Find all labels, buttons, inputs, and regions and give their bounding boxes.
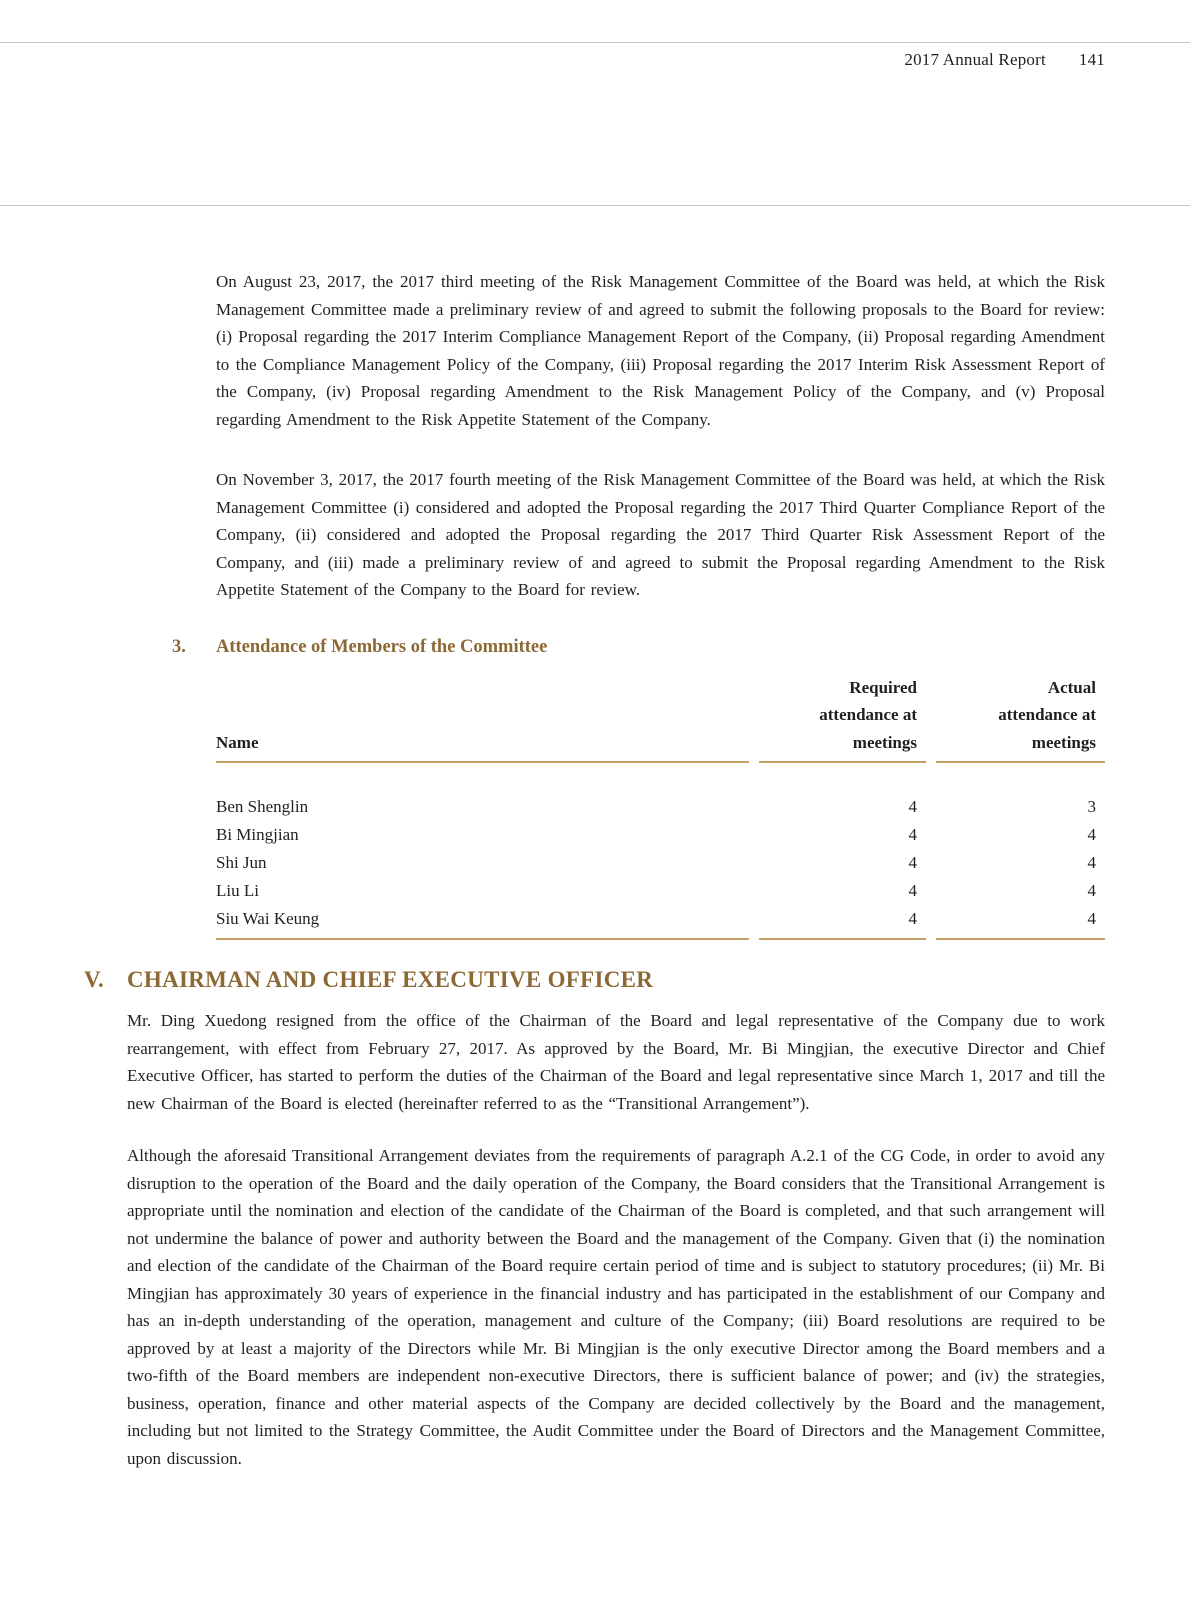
attendance-heading-label: Attendance of Members of the Committee — [216, 636, 548, 657]
header-divider-line — [0, 42, 1190, 43]
risk-committee-block — [172, 268, 1105, 940]
paragraph-cg-code-deviation: Although the aforesaid Transitional Arrangement deviates from the requirements of paragraph A.2.1 of the CG Code, in order to avoid any disruption to the operation of the Board and the daily operation of the Company, the Board considers that the Transitional Arrangement is appropriate until the nomination and election of the candidate of the Chairman of the Board is completed, and that such arrangement will not undermine the balance of power and authority between the Board and the management of the Company. Given that (i) the nomination and election of the candidate of the Chairman of the Board require certain period of time and is subject to statutory procedures; (ii) Mr. Bi Mingjian has approximately 30 years of experience in the financial industry and has participated in the establishment of our Company and has an in-depth understanding of the operation, management and culture of the Company; (iii) Board resolutions are required to be approved by at least a majority of the Directors while Mr. Bi Mingjian is the only executive Director among the Board members and a two-fifth of the Board members are independent non-executive Directors, there is sufficient balance of power; and (iv) the strategies, business, operation, finance and other material aspects of the Company are decided collectively by the Board and the management, including but not limited to the Strategy Committee, the Audit Committee under the Board of Directors and the Management Committee, upon discussion. — [127, 1146, 1105, 1468]
page-header — [904, 50, 1105, 70]
header-bottom-divider-line — [0, 205, 1190, 206]
attendance-heading — [172, 636, 1105, 658]
member-name: Shi Jun — [216, 853, 267, 872]
table-row — [216, 877, 1105, 905]
chairman-ceo-section — [0, 967, 1190, 1472]
required-attendance-value: 4 — [908, 825, 917, 844]
table-row — [216, 763, 1105, 821]
required-attendance-value: 4 — [908, 881, 917, 900]
required-attendance-value: 4 — [908, 853, 917, 872]
actual-attendance-value: 3 — [1087, 797, 1096, 816]
column-header-required-attendance: Required attendance at meetings — [759, 674, 926, 764]
section-heading — [84, 967, 1105, 993]
actual-attendance-value: 4 — [1087, 881, 1096, 900]
document-content — [0, 268, 1190, 1497]
table-row — [216, 905, 1105, 940]
attendance-table-header-row — [216, 674, 1105, 764]
paragraph-third-meeting: On August 23, 2017, the 2017 third meeting of the Risk Management Committee of the Board was held, at which the Risk Management Committee made a preliminary review of and agreed to submit the following proposals to the Board for review: (i) Proposal regarding the 2017 Interim Compliance Management Report of the Company, (ii) Proposal regarding Amendment to the Compliance Management Policy of the Company, (iii) Proposal regarding the 2017 Interim Risk Assessment Report of the Company, (iv) Proposal regarding Amendment to the Risk Management Policy of the Company, and (v) Proposal regarding Amendment to the Risk Appetite Statement of the Company. — [216, 272, 1105, 429]
member-name: Ben Shenglin — [216, 797, 309, 816]
member-name: Siu Wai Keung — [216, 905, 749, 940]
actual-attendance-value: 4 — [1087, 853, 1096, 872]
required-attendance-value: 4 — [759, 905, 926, 940]
required-attendance-value: 4 — [908, 797, 917, 816]
table-row — [216, 849, 1105, 877]
page-number: 141 — [1078, 50, 1105, 69]
member-name: Bi Mingjian — [216, 825, 299, 844]
column-header-name: Name — [216, 674, 749, 764]
paragraph-transitional-arrangement: Mr. Ding Xuedong resigned from the office of the Chairman of the Board and legal representative of the Company due to work rearrangement, with effect from February 27, 2017. As approved by the Board, Mr. Bi Mingjian, the executive Director and Chief Executive Officer, has started to perform the duties of the Chairman of the Board and legal representative since March 1, 2017 and till the new Chairman of the Board is elected (hereinafter referred to as the “Transitional Arrangement”). — [127, 1011, 1105, 1113]
report-title: 2017 Annual Report — [904, 50, 1046, 69]
column-header-actual-attendance: Actual attendance at meetings — [936, 674, 1105, 764]
attendance-table — [216, 674, 1105, 941]
paragraph-fourth-meeting: On November 3, 2017, the 2017 fourth meeting of the Risk Management Committee of the Board was held, at which the Risk Management Committee (i) considered and adopted the Proposal regarding the 2017 Third Quarter Compliance Report of the Company, (ii) considered and adopted the Proposal regarding the 2017 Third Quarter Risk Assessment Report of the Company, and (iii) made a preliminary review of and agreed to submit the Proposal regarding Amendment to the Risk Appetite Statement of the Company to the Board for review. — [216, 470, 1105, 599]
table-row — [216, 821, 1105, 849]
attendance-table-body — [216, 763, 1105, 940]
actual-attendance-value: 4 — [1087, 825, 1096, 844]
member-name: Liu Li — [216, 881, 259, 900]
attendance-heading-number: 3. — [172, 636, 186, 657]
section-title: CHAIRMAN AND CHIEF EXECUTIVE OFFICER — [127, 967, 654, 992]
section-number: V. — [84, 967, 104, 992]
actual-attendance-value: 4 — [936, 905, 1105, 940]
